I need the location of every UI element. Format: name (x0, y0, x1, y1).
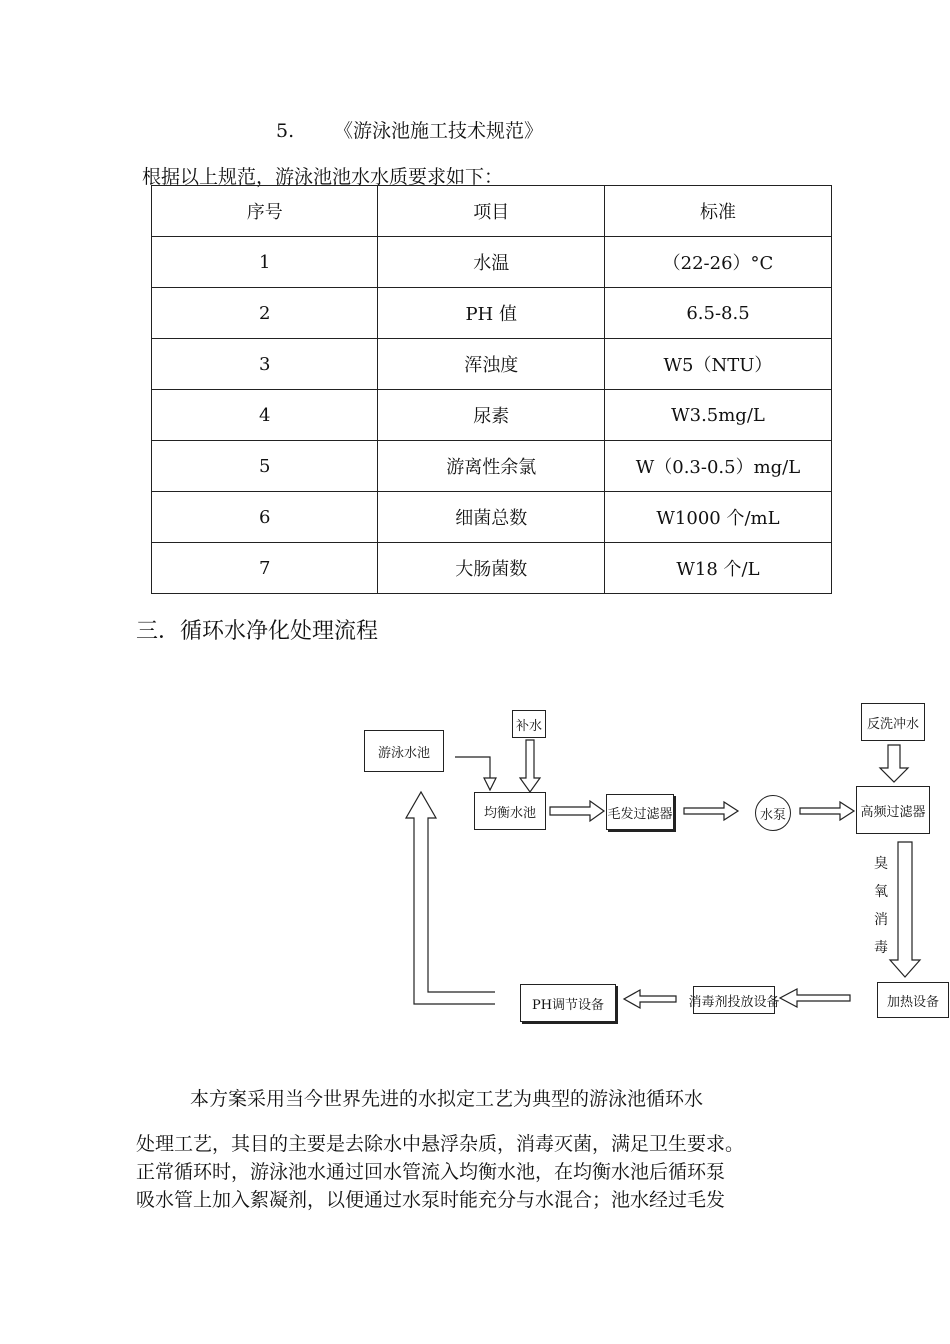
cell-item: 尿素 (378, 390, 605, 441)
cell-item: 游离性余氯 (378, 441, 605, 492)
node-hs-filter: 高频过滤器 (856, 786, 930, 834)
cell-item: PH 值 (378, 288, 605, 339)
cell-item: 细菌总数 (378, 492, 605, 543)
paragraph-line-1: 本方案采用当今世界先进的水拟定工艺为典型的游泳池循环水 (190, 1088, 704, 1110)
node-makeup: 补水 (512, 710, 546, 738)
paragraph-line-4: 吸水管上加入絮凝剂，以便通过水泵时能充分与水混合；池水经过毛发 (136, 1189, 726, 1211)
cell-standard: W18 个/L (604, 543, 831, 594)
paragraph-line-2: 处理工艺，其目的主要是去除水中悬浮杂质，消毒灭菌，满足卫生要求。 (136, 1133, 745, 1155)
cell-item: 大肠菌数 (378, 543, 605, 594)
arrow-dosing-to-ph (624, 990, 676, 1008)
cell-standard: W（0.3-0.5）mg/L (604, 441, 831, 492)
list-item-text: 《游泳池施工技术规范》 (334, 120, 544, 142)
cell-standard: W3.5mg/L (604, 390, 831, 441)
list-item-number: 5. (276, 120, 295, 142)
section-title: 三．循环水净化处理流程 (136, 619, 379, 644)
cell-index: 6 (152, 492, 378, 543)
arrow-hsfilter-to-heater (890, 842, 920, 977)
arrow-hairfilter-to-pump (684, 802, 738, 820)
cell-standard: W5（NTU） (604, 339, 831, 390)
cell-index: 7 (152, 543, 378, 594)
cell-index: 3 (152, 339, 378, 390)
node-heater: 加热设备 (877, 982, 949, 1018)
node-pump: 水泵 (755, 795, 791, 831)
cell-item: 浑浊度 (378, 339, 605, 390)
cell-standard: W1000 个/mL (604, 492, 831, 543)
arrow-pump-to-hsfilter (800, 802, 854, 820)
cell-standard: 6.5-8.5 (604, 288, 831, 339)
cell-item: 水温 (378, 237, 605, 288)
label-ozone: 臭氧消毒 (874, 856, 888, 956)
cell-index: 4 (152, 390, 378, 441)
arrow-backwash-to-hsfilter (880, 745, 908, 782)
node-pool: 游泳水池 (364, 730, 444, 772)
cell-index: 5 (152, 441, 378, 492)
header-item: 项目 (378, 186, 605, 237)
intro-text: 根据以上规范，游泳池池水水质要求如下： (142, 166, 504, 188)
arrow-makeup-to-balance (520, 740, 540, 792)
cell-index: 1 (152, 237, 378, 288)
arrow-pool-to-balance (455, 757, 496, 790)
cell-index: 2 (152, 288, 378, 339)
node-balance-tank: 均衡水池 (474, 792, 546, 830)
arrow-heater-to-dosing (780, 989, 850, 1007)
node-ph-unit: PH调节设备 (520, 984, 616, 1022)
cell-standard: （22-26）°C (604, 237, 831, 288)
arrow-balance-to-hairfilter (550, 801, 604, 821)
header-standard: 标准 (604, 186, 831, 237)
node-hair-filter: 毛发过滤器 (606, 794, 674, 830)
header-index: 序号 (152, 186, 378, 237)
node-dosing: 消毒剂投放设备 (693, 986, 775, 1014)
node-backwash: 反洗冲水 (861, 703, 925, 741)
paragraph-line-3: 正常循环时，游泳池水通过回水管流入均衡水池，在均衡水池后循环泵 (136, 1161, 726, 1183)
